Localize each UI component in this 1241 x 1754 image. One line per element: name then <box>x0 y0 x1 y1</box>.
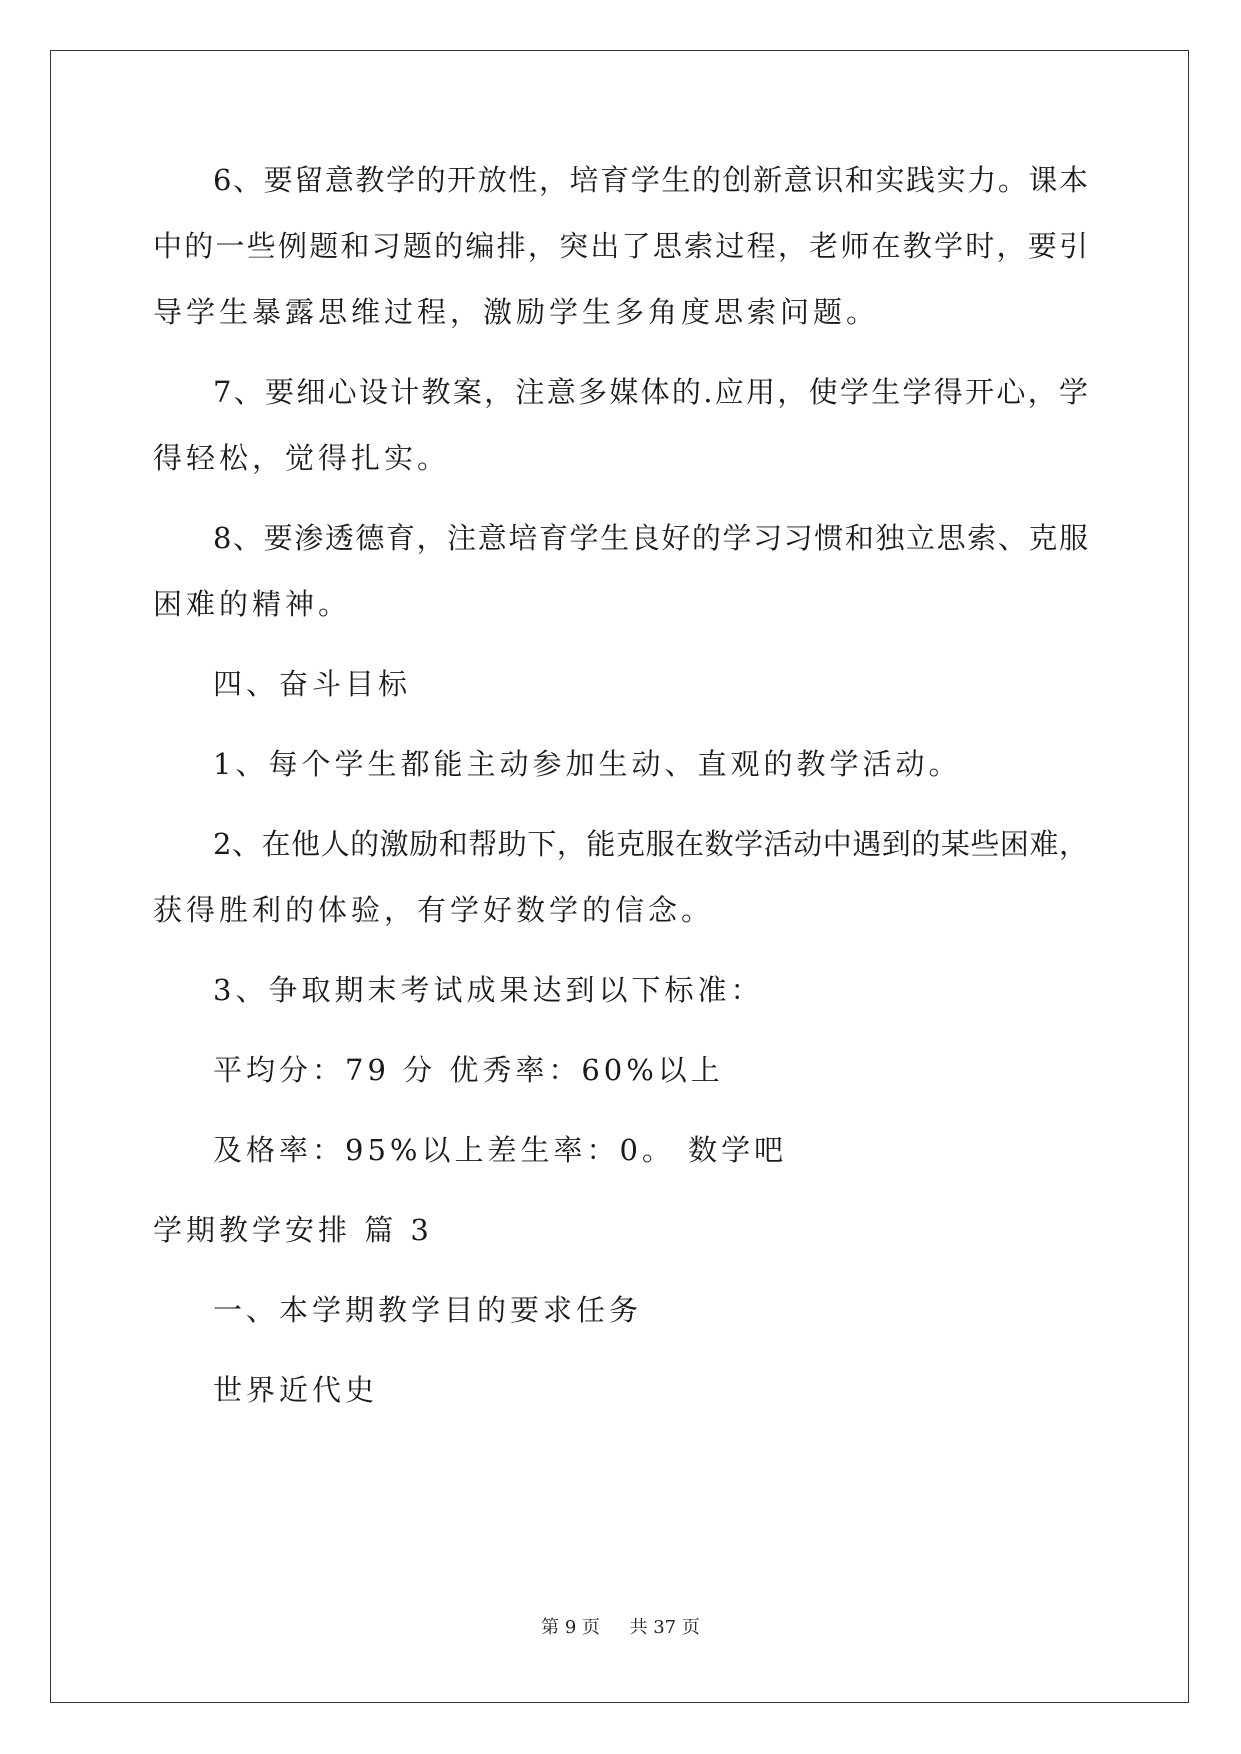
section-heading-goals: 四、奋斗目标 <box>213 667 412 701</box>
page-footer <box>0 1616 1241 1640</box>
section-heading-objectives: 一、本学期教学目的要求任务 <box>213 1293 643 1327</box>
article-title: 学期教学安排 篇 3 <box>153 1213 433 1247</box>
paragraph-7-line-1: 7、要细心设计教案，注意多媒体的.应用，使学生学得开心，学 <box>213 375 1088 409</box>
average-score-line: 平均分：79 分 优秀率：60%以上 <box>213 1053 724 1087</box>
goal-item-2-line-2: 获得胜利的体验，有学好数学的信念。 <box>153 893 715 927</box>
goal-item-3: 3、争取期末考试成果达到以下标准： <box>213 973 764 1007</box>
paragraph-6-line-1: 6、要留意教学的开放性，培育学生的创新意识和实践实力。课本 <box>213 163 1088 197</box>
goal-item-1: 1、每个学生都能主动参加生动、直观的教学活动。 <box>213 747 962 781</box>
goal-item-2-line-1: 2、在他人的激励和帮助下，能克服在数学活动中遇到的某些困难， <box>213 827 1088 861</box>
page-total: 共 37 页 <box>629 1617 700 1638</box>
page-number: 第 9 页 <box>541 1617 601 1638</box>
paragraph-6-line-2: 中的一些例题和习题的编排，突出了思索过程，老师在教学时，要引 <box>153 229 1088 263</box>
paragraph-7-line-2: 得轻松，觉得扎实。 <box>153 441 451 475</box>
paragraph-6-line-3: 导学生暴露思维过程，激励学生多角度思索问题。 <box>153 295 880 329</box>
subsection-modern-history: 世界近代史 <box>213 1373 379 1407</box>
paragraph-8-line-2: 困难的精神。 <box>153 587 352 621</box>
pass-rate-line: 及格率：95%以上差生率：0。 数学吧 <box>213 1133 788 1167</box>
paragraph-8-line-1: 8、要渗透德育，注意培育学生良好的学习习惯和独立思索、克服 <box>213 521 1088 555</box>
